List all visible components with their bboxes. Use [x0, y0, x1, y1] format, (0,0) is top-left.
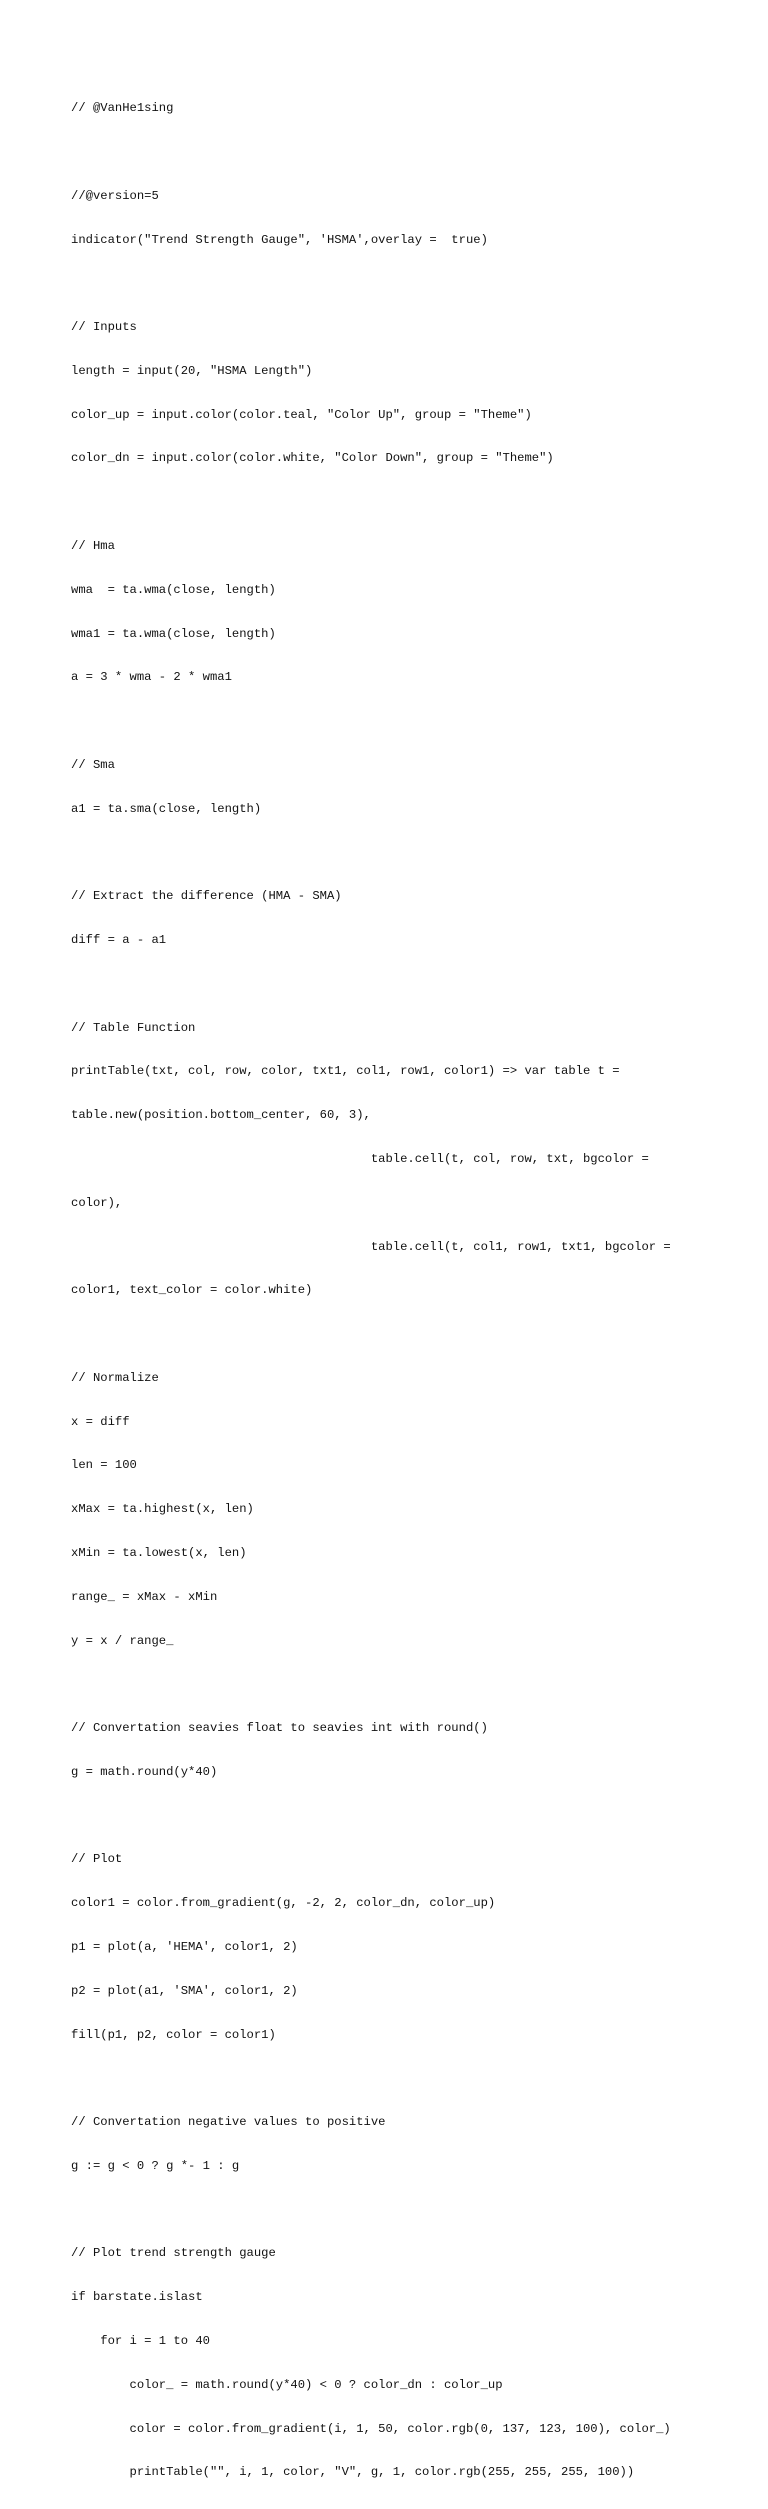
code-line: diff = a - a1 [71, 933, 167, 948]
code-line: wma = ta.wma(close, length) [71, 582, 276, 597]
code-line: wma1 = ta.wma(close, length) [71, 626, 276, 641]
code-line: xMax = ta.highest(x, len) [71, 1502, 254, 1517]
code-line: // Extract the difference (HMA - SMA) [71, 889, 342, 904]
code-listing [71, 72, 751, 2509]
code-line: printTable("", i, 1, color, "V", g, 1, color.rgb(255, 255, 255, 100)) [71, 2465, 635, 2480]
code-line [71, 977, 751, 992]
code-line: // Sma [71, 757, 115, 772]
code-line: y = x / range_ [71, 1633, 174, 1648]
code-line: color1 = color.from_gradient(g, -2, 2, color_dn, color_up) [71, 1896, 496, 1911]
code-line: // Convertation negative values to positive [71, 2115, 386, 2130]
code-line: a1 = ta.sma(close, length) [71, 801, 262, 816]
code-line [71, 495, 751, 510]
code-line: length = input(20, "HSMA Length") [71, 363, 313, 378]
code-line [71, 145, 751, 160]
code-line: color_ = math.round(y*40) < 0 ? color_dn : color_up [71, 2377, 503, 2392]
code-line: //@version=5 [71, 188, 159, 203]
code-line: table.cell(t, col, row, txt, bgcolor = [71, 1151, 649, 1166]
code-line [71, 276, 751, 291]
code-line: x = diff [71, 1414, 130, 1429]
code-line: // Table Function [71, 1020, 196, 1035]
code-line: a = 3 * wma - 2 * wma1 [71, 670, 232, 685]
code-line: xMin = ta.lowest(x, len) [71, 1545, 247, 1560]
code-line: for i = 1 to 40 [71, 2334, 210, 2349]
code-line: // Hma [71, 539, 115, 553]
code-line: g = math.round(y*40) [71, 1764, 218, 1779]
code-line [71, 1809, 751, 1824]
code-line: fill(p1, p2, color = color1) [71, 2027, 276, 2042]
code-line: len = 100 [71, 1458, 137, 1473]
code-line [71, 1677, 751, 1692]
code-line: // Normalize [71, 1370, 159, 1385]
code-line [71, 714, 751, 729]
code-line: g := g < 0 ? g *- 1 : g [71, 2158, 240, 2173]
code-line: // Inputs [71, 320, 137, 335]
code-line [71, 2203, 751, 2218]
code-line: color1, text_color = color.white) [71, 1283, 313, 1298]
code-line: p2 = plot(a1, 'SMA', color1, 2) [71, 1983, 298, 1998]
code-line: color_up = input.color(color.teal, "Color Up", group = "Theme") [71, 407, 532, 422]
code-line: indicator("Trend Strength Gauge", 'HSMA',overlay = true) [71, 232, 488, 247]
code-line: if barstate.islast [71, 2290, 203, 2305]
code-line: // @VanHe1sing [71, 101, 174, 116]
code-line: printTable(txt, col, row, color, txt1, col1, row1, color1) => var table t = [71, 1064, 620, 1079]
code-line: range_ = xMax - xMin [71, 1589, 218, 1604]
code-line [71, 845, 751, 860]
code-line: color_dn = input.color(color.white, "Color Down", group = "Theme") [71, 451, 554, 466]
code-line: // Convertation seavies float to seavies int with round() [71, 1721, 488, 1736]
code-line: // Plot [71, 1852, 123, 1867]
code-line: color = color.from_gradient(i, 1, 50, color.rgb(0, 137, 123, 100), color_) [71, 2421, 671, 2436]
code-line [71, 1327, 751, 1342]
code-line: p1 = plot(a, 'HEMA', color1, 2) [71, 1940, 298, 1954]
code-line [71, 2071, 751, 2086]
code-line: table.new(position.bottom_center, 60, 3), [71, 1108, 371, 1123]
code-line: color), [71, 1195, 123, 1210]
code-line: table.cell(t, col1, row1, txt1, bgcolor = [71, 1239, 671, 1254]
code-line: // Plot trend strength gauge [71, 2246, 276, 2261]
